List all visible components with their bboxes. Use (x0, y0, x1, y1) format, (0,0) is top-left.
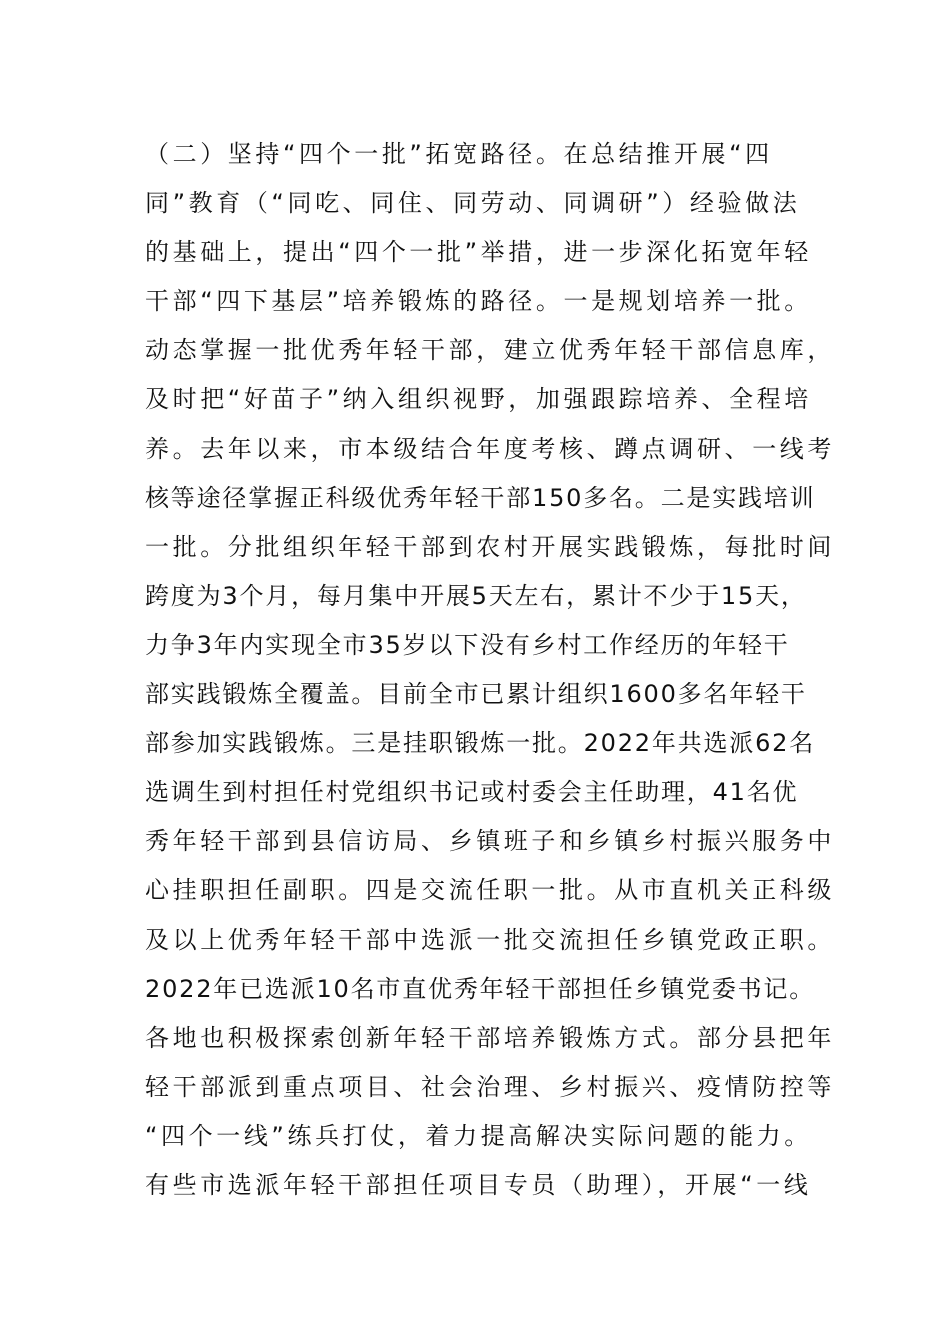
text-line: 选调生到村担任村党组织书记或村委会主任助理，41名优 (145, 778, 799, 807)
text-line: 干部“四下基层”培养锻炼的路径。一是规划培养一批。 (145, 287, 812, 316)
text-line: 心挂职担任副职。四是交流任职一批。从市直机关正科级 (145, 876, 835, 905)
text-line: 有些市选派年轻干部担任项目专员（助理），开展“一线 (145, 1170, 812, 1199)
text-line: 轻干部派到重点项目、社会治理、乡村振兴、疫情防控等 (145, 1072, 835, 1101)
text-line: 力争3年内实现全市35岁以下没有乡村工作经历的年轻干 (145, 630, 790, 659)
text-line: 部参加实践锻炼。三是挂职锻炼一批。2022年共选派62名 (145, 729, 816, 758)
text-line: 同”教育（“同吃、同住、同劳动、同调研”）经验做法 (145, 189, 801, 218)
text-line: （二）坚持“四个一批”拓宽路径。在总结推开展“四 (145, 140, 773, 168)
text-line: 2022年已选派10名市直优秀年轻干部担任乡镇党委书记。 (145, 974, 816, 1003)
text-line: 一批。分批组织年轻干部到农村开展实践锻炼，每批时间 (145, 532, 835, 561)
text-line: 部实践锻炼全覆盖。目前全市已累计组织1600多名年轻干 (145, 680, 807, 709)
text-line: 秀年轻干部到县信访局、乡镇班子和乡镇乡村振兴服务中 (145, 827, 835, 856)
text-line: 各地也积极探索创新年轻干部培养锻炼方式。部分县把年 (145, 1023, 835, 1052)
text-line: 及以上优秀年轻干部中选派一批交流担任乡镇党政正职。 (145, 925, 835, 954)
body-paragraph (145, 130, 835, 1210)
text-line: 养。去年以来，市本级结合年度考核、蹲点调研、一线考 (145, 434, 835, 463)
text-line: 及时把“好苗子”纳入组织视野，加强跟踪培养、全程培 (145, 385, 812, 414)
text-line: 的基础上，提出“四个一批”举措，进一步深化拓宽年轻 (145, 238, 812, 267)
text-line: 跨度为3个月，每月集中开展5天左右，累计不少于15天， (145, 581, 807, 610)
text-line: 核等途径掌握正科级优秀年轻干部150多名。二是实践培训 (145, 483, 816, 512)
text-line: 动态掌握一批优秀年轻干部，建立优秀年轻干部信息库， (145, 336, 835, 365)
text-line: “四个一线”练兵打仗，着力提高解决实际问题的能力。 (145, 1121, 812, 1150)
